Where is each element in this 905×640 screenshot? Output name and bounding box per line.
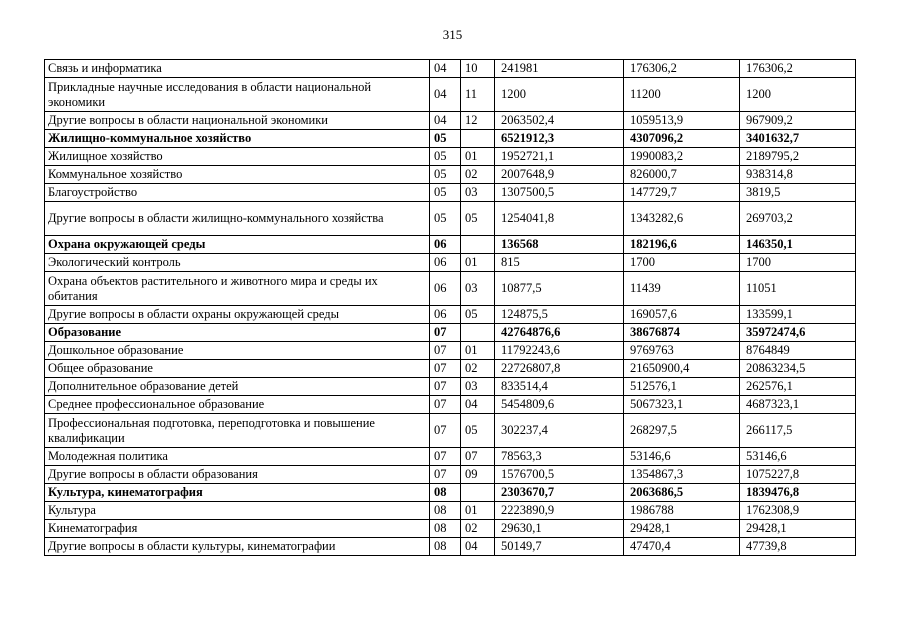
- amount-year-3: 29428,1: [740, 520, 856, 538]
- item-name: Прикладные научные исследования в области национальной экономики: [45, 78, 430, 112]
- item-name: Образование: [45, 324, 430, 342]
- amount-year-3: 262576,1: [740, 378, 856, 396]
- amount-year-3: 53146,6: [740, 448, 856, 466]
- table-row: [45, 520, 856, 538]
- amount-year-2: 268297,5: [624, 414, 740, 448]
- section-code: 05: [430, 184, 461, 202]
- section-code: 07: [430, 414, 461, 448]
- budget-table: [44, 59, 856, 556]
- item-name: Кинематография: [45, 520, 430, 538]
- amount-year-2: 826000,7: [624, 166, 740, 184]
- item-name: Связь и информатика: [45, 60, 430, 78]
- item-name: Профессиональная подготовка, переподготовка и повышение квалификации: [45, 414, 430, 448]
- subsection-code: 03: [461, 378, 495, 396]
- amount-year-1: 124875,5: [495, 306, 624, 324]
- section-code: 05: [430, 166, 461, 184]
- amount-year-2: 11200: [624, 78, 740, 112]
- section-code: 07: [430, 342, 461, 360]
- table-row: [45, 502, 856, 520]
- table-row: [45, 538, 856, 556]
- section-code: 07: [430, 360, 461, 378]
- amount-year-2: 9769763: [624, 342, 740, 360]
- table-row: [45, 360, 856, 378]
- table-row: [45, 378, 856, 396]
- section-code: 07: [430, 378, 461, 396]
- amount-year-3: 11051: [740, 272, 856, 306]
- table-row: [45, 414, 856, 448]
- section-code: 08: [430, 484, 461, 502]
- amount-year-2: 5067323,1: [624, 396, 740, 414]
- section-code: 05: [430, 148, 461, 166]
- amount-year-1: 50149,7: [495, 538, 624, 556]
- subsection-code: 01: [461, 254, 495, 272]
- section-code: 07: [430, 396, 461, 414]
- amount-year-3: 1075227,8: [740, 466, 856, 484]
- amount-year-2: 1343282,6: [624, 202, 740, 236]
- amount-year-3: 176306,2: [740, 60, 856, 78]
- item-name: Дополнительное образование детей: [45, 378, 430, 396]
- subsection-code: 02: [461, 360, 495, 378]
- amount-year-1: 2063502,4: [495, 112, 624, 130]
- amount-year-3: 2189795,2: [740, 148, 856, 166]
- table-row: [45, 78, 856, 112]
- item-name: Дошкольное образование: [45, 342, 430, 360]
- amount-year-1: 78563,3: [495, 448, 624, 466]
- subsection-code: 01: [461, 342, 495, 360]
- table-row: [45, 166, 856, 184]
- amount-year-2: 53146,6: [624, 448, 740, 466]
- subsection-code: 10: [461, 60, 495, 78]
- section-code: 04: [430, 78, 461, 112]
- amount-year-3: 266117,5: [740, 414, 856, 448]
- section-code: 06: [430, 236, 461, 254]
- subsection-code: 05: [461, 202, 495, 236]
- table-row: [45, 306, 856, 324]
- amount-year-3: 146350,1: [740, 236, 856, 254]
- amount-year-2: 169057,6: [624, 306, 740, 324]
- amount-year-1: 42764876,6: [495, 324, 624, 342]
- table-row: [45, 184, 856, 202]
- section-code: 06: [430, 272, 461, 306]
- item-name: Молодежная политика: [45, 448, 430, 466]
- item-name: Другие вопросы в области охраны окружающей среды: [45, 306, 430, 324]
- item-name: Другие вопросы в области национальной экономики: [45, 112, 430, 130]
- table-row: [45, 396, 856, 414]
- table-row: [45, 112, 856, 130]
- amount-year-1: 2007648,9: [495, 166, 624, 184]
- item-name: Охрана объектов растительного и животного мира и среды их обитания: [45, 272, 430, 306]
- table-row: [45, 448, 856, 466]
- amount-year-1: 11792243,6: [495, 342, 624, 360]
- amount-year-2: 21650900,4: [624, 360, 740, 378]
- amount-year-1: 833514,4: [495, 378, 624, 396]
- item-name: Другие вопросы в области культуры, кинематографии: [45, 538, 430, 556]
- item-name: Жилищное хозяйство: [45, 148, 430, 166]
- amount-year-3: 35972474,6: [740, 324, 856, 342]
- amount-year-1: 302237,4: [495, 414, 624, 448]
- budget-table-body: [45, 60, 856, 556]
- subsection-code: [461, 236, 495, 254]
- amount-year-2: 38676874: [624, 324, 740, 342]
- amount-year-3: 133599,1: [740, 306, 856, 324]
- section-code: 04: [430, 112, 461, 130]
- amount-year-1: 815: [495, 254, 624, 272]
- table-row: [45, 148, 856, 166]
- amount-year-2: 47470,4: [624, 538, 740, 556]
- amount-year-3: 967909,2: [740, 112, 856, 130]
- subsection-code: 02: [461, 166, 495, 184]
- amount-year-3: 1200: [740, 78, 856, 112]
- amount-year-3: 269703,2: [740, 202, 856, 236]
- table-row: [45, 60, 856, 78]
- item-name: Жилищно-коммунальное хозяйство: [45, 130, 430, 148]
- amount-year-2: 11439: [624, 272, 740, 306]
- subsection-code: 09: [461, 466, 495, 484]
- table-row: [45, 236, 856, 254]
- item-name: Культура, кинематография: [45, 484, 430, 502]
- section-code: 06: [430, 306, 461, 324]
- item-name: Среднее профессиональное образование: [45, 396, 430, 414]
- amount-year-3: 4687323,1: [740, 396, 856, 414]
- amount-year-3: 1839476,8: [740, 484, 856, 502]
- section-code: 07: [430, 448, 461, 466]
- amount-year-2: 4307096,2: [624, 130, 740, 148]
- amount-year-2: 1059513,9: [624, 112, 740, 130]
- amount-year-3: 1762308,9: [740, 502, 856, 520]
- table-row: [45, 272, 856, 306]
- table-row: [45, 130, 856, 148]
- subsection-code: [461, 130, 495, 148]
- subsection-code: 01: [461, 148, 495, 166]
- amount-year-1: 6521912,3: [495, 130, 624, 148]
- amount-year-2: 512576,1: [624, 378, 740, 396]
- amount-year-1: 1307500,5: [495, 184, 624, 202]
- section-code: 05: [430, 202, 461, 236]
- amount-year-3: 8764849: [740, 342, 856, 360]
- amount-year-2: 182196,6: [624, 236, 740, 254]
- subsection-code: 03: [461, 184, 495, 202]
- table-row: [45, 324, 856, 342]
- section-code: 04: [430, 60, 461, 78]
- amount-year-3: 20863234,5: [740, 360, 856, 378]
- amount-year-2: 29428,1: [624, 520, 740, 538]
- amount-year-1: 5454809,6: [495, 396, 624, 414]
- item-name: Культура: [45, 502, 430, 520]
- item-name: Благоустройство: [45, 184, 430, 202]
- table-row: [45, 484, 856, 502]
- amount-year-1: 1200: [495, 78, 624, 112]
- subsection-code: 12: [461, 112, 495, 130]
- subsection-code: 03: [461, 272, 495, 306]
- amount-year-1: 22726807,8: [495, 360, 624, 378]
- table-row: [45, 342, 856, 360]
- subsection-code: 05: [461, 414, 495, 448]
- amount-year-3: 3401632,7: [740, 130, 856, 148]
- table-row: [45, 466, 856, 484]
- section-code: 08: [430, 538, 461, 556]
- amount-year-1: 1952721,1: [495, 148, 624, 166]
- section-code: 07: [430, 324, 461, 342]
- subsection-code: 04: [461, 538, 495, 556]
- subsection-code: [461, 484, 495, 502]
- amount-year-1: 136568: [495, 236, 624, 254]
- amount-year-1: 1576700,5: [495, 466, 624, 484]
- subsection-code: 07: [461, 448, 495, 466]
- amount-year-1: 241981: [495, 60, 624, 78]
- item-name: Общее образование: [45, 360, 430, 378]
- subsection-code: 02: [461, 520, 495, 538]
- amount-year-3: 938314,8: [740, 166, 856, 184]
- amount-year-2: 176306,2: [624, 60, 740, 78]
- section-code: 07: [430, 466, 461, 484]
- amount-year-3: 1700: [740, 254, 856, 272]
- amount-year-3: 47739,8: [740, 538, 856, 556]
- subsection-code: [461, 324, 495, 342]
- item-name: Другие вопросы в области жилищно-коммунального хозяйства: [45, 202, 430, 236]
- amount-year-1: 1254041,8: [495, 202, 624, 236]
- amount-year-2: 2063686,5: [624, 484, 740, 502]
- section-code: 08: [430, 520, 461, 538]
- amount-year-2: 1354867,3: [624, 466, 740, 484]
- item-name: Коммунальное хозяйство: [45, 166, 430, 184]
- page-number: 315: [442, 27, 463, 42]
- table-row: [45, 254, 856, 272]
- section-code: 05: [430, 130, 461, 148]
- item-name: Другие вопросы в области образования: [45, 466, 430, 484]
- section-code: 08: [430, 502, 461, 520]
- amount-year-2: 1986788: [624, 502, 740, 520]
- amount-year-3: 3819,5: [740, 184, 856, 202]
- amount-year-1: 2303670,7: [495, 484, 624, 502]
- amount-year-1: 2223890,9: [495, 502, 624, 520]
- amount-year-1: 29630,1: [495, 520, 624, 538]
- subsection-code: 05: [461, 306, 495, 324]
- subsection-code: 04: [461, 396, 495, 414]
- amount-year-2: 1700: [624, 254, 740, 272]
- subsection-code: 11: [461, 78, 495, 112]
- item-name: Охрана окружающей среды: [45, 236, 430, 254]
- item-name: Экологический контроль: [45, 254, 430, 272]
- section-code: 06: [430, 254, 461, 272]
- subsection-code: 01: [461, 502, 495, 520]
- amount-year-2: 1990083,2: [624, 148, 740, 166]
- table-row: [45, 202, 856, 236]
- amount-year-1: 10877,5: [495, 272, 624, 306]
- amount-year-2: 147729,7: [624, 184, 740, 202]
